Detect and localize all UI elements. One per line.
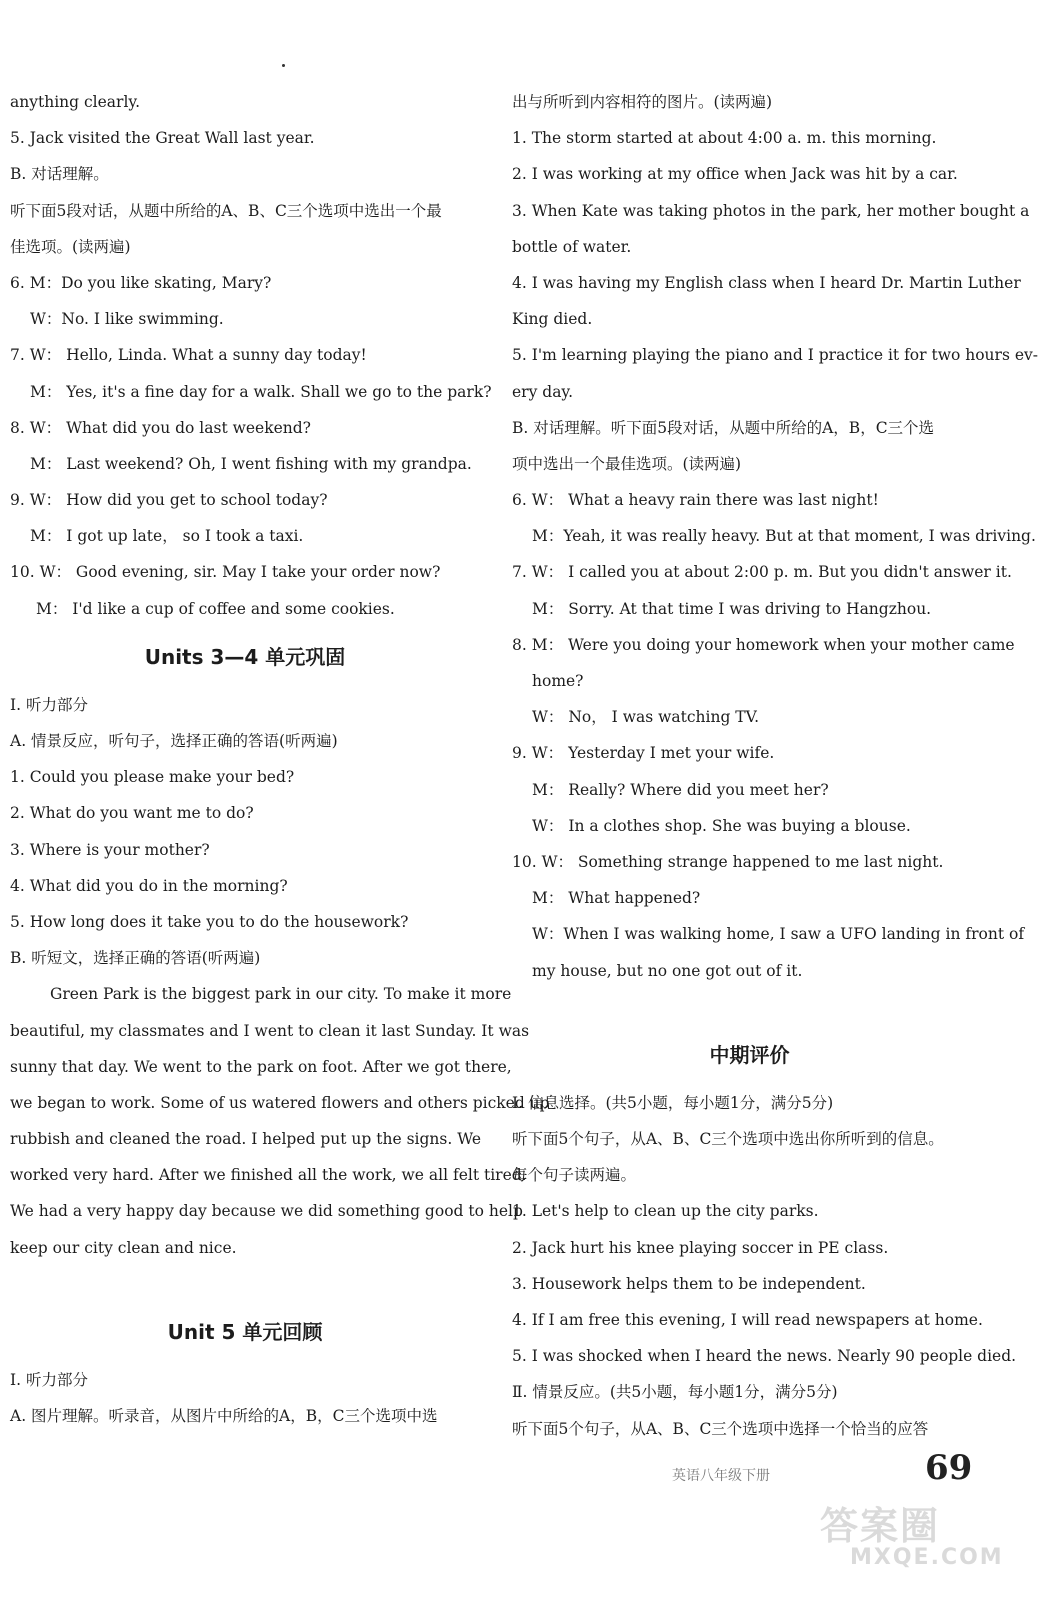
text-line: bottle of water.: [512, 237, 632, 256]
text-line: 1. Let's help to clean up the city parks.: [512, 1202, 819, 1221]
text-line: 1. Could you please make your bed?: [10, 768, 295, 787]
text-line: Ⅰ. 听力部分: [10, 1371, 88, 1389]
text-line: 2. I was working at my office when Jack was hit by a car.: [512, 165, 958, 184]
text-line: Green Park is the biggest park in our city. To make it more: [50, 985, 512, 1004]
text-line: W：No. I like swimming.: [30, 310, 224, 329]
text-line: 出与所听到内容相符的图片。(读两遍): [512, 93, 773, 111]
text-line: worked very hard. After we finished all the work, we all felt tired.: [10, 1166, 527, 1185]
section-heading: Unit 5 单元回顾: [167, 1320, 323, 1344]
text-line: 10. W： Good evening, sir. May I take your order now?: [10, 563, 441, 582]
text-line: 9. W： Yesterday I met your wife.: [512, 744, 775, 763]
text-line: home?: [532, 672, 584, 690]
text-line: M： Really? Where did you meet her?: [532, 780, 829, 799]
text-line: 8. M： Were you doing your homework when your mother came: [512, 635, 1015, 654]
right-column: [512, 84, 1038, 1447]
text-line: Ⅰ. 听力部分: [10, 695, 88, 714]
spacer: [10, 1266, 480, 1302]
text-line: 7. W： Hello, Linda. What a sunny day today!: [10, 346, 367, 365]
text-line: 6. W： What a heavy rain there was last night!: [512, 491, 879, 510]
text-line: 3. Housework helps them to be independent.: [512, 1274, 866, 1293]
text-line: M： Sorry. At that time I was driving to Hangzhou.: [532, 599, 932, 618]
text-line: ery day.: [512, 382, 574, 401]
text-line: my house, but no one got out of it.: [532, 961, 803, 980]
text-line: Ⅰ. 信息选择。(共5小题，每小题1分，满分5分): [512, 1093, 834, 1112]
text-line: 5. I was shocked when I heard the news. Nearly 90 people died.: [512, 1347, 1017, 1366]
text-line: 5. Jack visited the Great Wall last year.: [10, 129, 315, 148]
text-line: 6. M：Do you like skating, Mary?: [10, 273, 272, 292]
text-line: 9. W： How did you get to school today?: [10, 491, 328, 510]
print-speck: [282, 64, 285, 67]
text-line: we began to work. Some of us watered flowers and others picked up: [10, 1093, 550, 1112]
text-line: M： I got up late， so I took a taxi.: [30, 527, 304, 546]
footer-book-title: 英语八年级下册: [672, 1468, 770, 1484]
text-line: 听下面5个句子，从A、B、C三个选项中选出你所听到的信息。: [512, 1130, 944, 1149]
text-line: beautiful, my classmates and I went to clean it last Sunday. It was: [10, 1021, 530, 1040]
text-line: M：Yeah, it was really heavy. But at that moment, I was driving.: [532, 527, 1036, 546]
text-line: 佳选项。(读两遍): [10, 237, 131, 256]
text-line: 1. The storm started at about 4:00 a. m. this morning.: [512, 129, 937, 148]
text-line: B. 对话理解。: [10, 165, 109, 184]
text-line: We had a very happy day because we did something good to help: [10, 1202, 523, 1221]
text-line: 听下面5段对话，从题中所给的A、B、C三个选项中选出一个最: [10, 201, 442, 220]
text-line: 2. What do you want me to do?: [10, 804, 254, 823]
text-line: 2. Jack hurt his knee playing soccer in PE class.: [512, 1238, 889, 1257]
spacer: [512, 989, 987, 1025]
text-line: rubbish and cleaned the road. I helped put up the signs. We: [10, 1130, 482, 1149]
page-number: 69: [925, 1448, 973, 1488]
text-line: 7. W： I called you at about 2:00 p. m. But you didn't answer it.: [512, 563, 1012, 582]
section-heading: 中期评价: [709, 1042, 790, 1067]
text-line: King died.: [512, 310, 593, 329]
text-line: B. 听短文，选择正确的答语(听两遍): [10, 949, 261, 968]
text-line: 3. Where is your mother?: [10, 840, 210, 859]
text-line: 项中选出一个最佳选项。(读两遍): [512, 454, 742, 473]
text-line: W： In a clothes shop. She was buying a blouse.: [532, 816, 911, 835]
text-line: M： Last weekend? Oh, I went fishing with my grandpa.: [30, 454, 472, 473]
text-line: 4. What did you do in the morning?: [10, 876, 288, 895]
text-line: M： What happened?: [532, 889, 701, 908]
section-heading: Units 3—4 单元巩固: [144, 644, 346, 669]
text-line: A. 情景反应，听句子，选择正确的答语(听两遍): [10, 732, 338, 750]
text-line: 5. I'm learning playing the piano and I practice it for two hours ev-: [512, 346, 1038, 365]
text-line: anything clearly.: [10, 93, 141, 111]
text-line: 3. When Kate was taking photos in the park, her mother bought a: [512, 201, 1030, 220]
text-line: 听下面5个句子，从A、B、C三个选项中选择一个恰当的应答: [512, 1419, 929, 1438]
text-line: W：When I was walking home, I saw a UFO landing in front of: [532, 925, 1025, 944]
text-line: 8. W： What did you do last weekend?: [10, 418, 311, 437]
watermark-url: MXQE.COM: [850, 1545, 1004, 1570]
text-line: 4. If I am free this evening, I will read newspapers at home.: [512, 1311, 983, 1329]
watermark-logo: 答案圈: [820, 1504, 941, 1548]
text-line: A. 图片理解。听录音，从图片中所给的A，B，C三个选项中选: [10, 1407, 438, 1426]
text-line: B. 对话理解。听下面5段对话，从题中所给的A，B，C三个选: [512, 418, 935, 437]
text-line: keep our city clean and nice.: [10, 1238, 237, 1257]
text-line: W： No， I was watching TV.: [532, 708, 760, 727]
text-line: 每个句子读两遍。: [512, 1166, 637, 1185]
text-line: 10. W： Something strange happened to me last night.: [512, 852, 944, 871]
text-line: sunny that day. We went to the park on foot. After we got there,: [10, 1057, 512, 1076]
text-line: M： Yes, it's a fine day for a walk. Shall we go to the park?: [30, 382, 492, 401]
text-line: Ⅱ. 情景反应。(共5小题，每小题1分，满分5分): [512, 1383, 838, 1402]
text-line: 5. How long does it take you to do the housework?: [10, 912, 409, 931]
text-line: M： I'd like a cup of coffee and some cookies.: [36, 599, 395, 618]
text-line: 4. I was having my English class when I heard Dr. Martin Luther: [512, 273, 1021, 292]
